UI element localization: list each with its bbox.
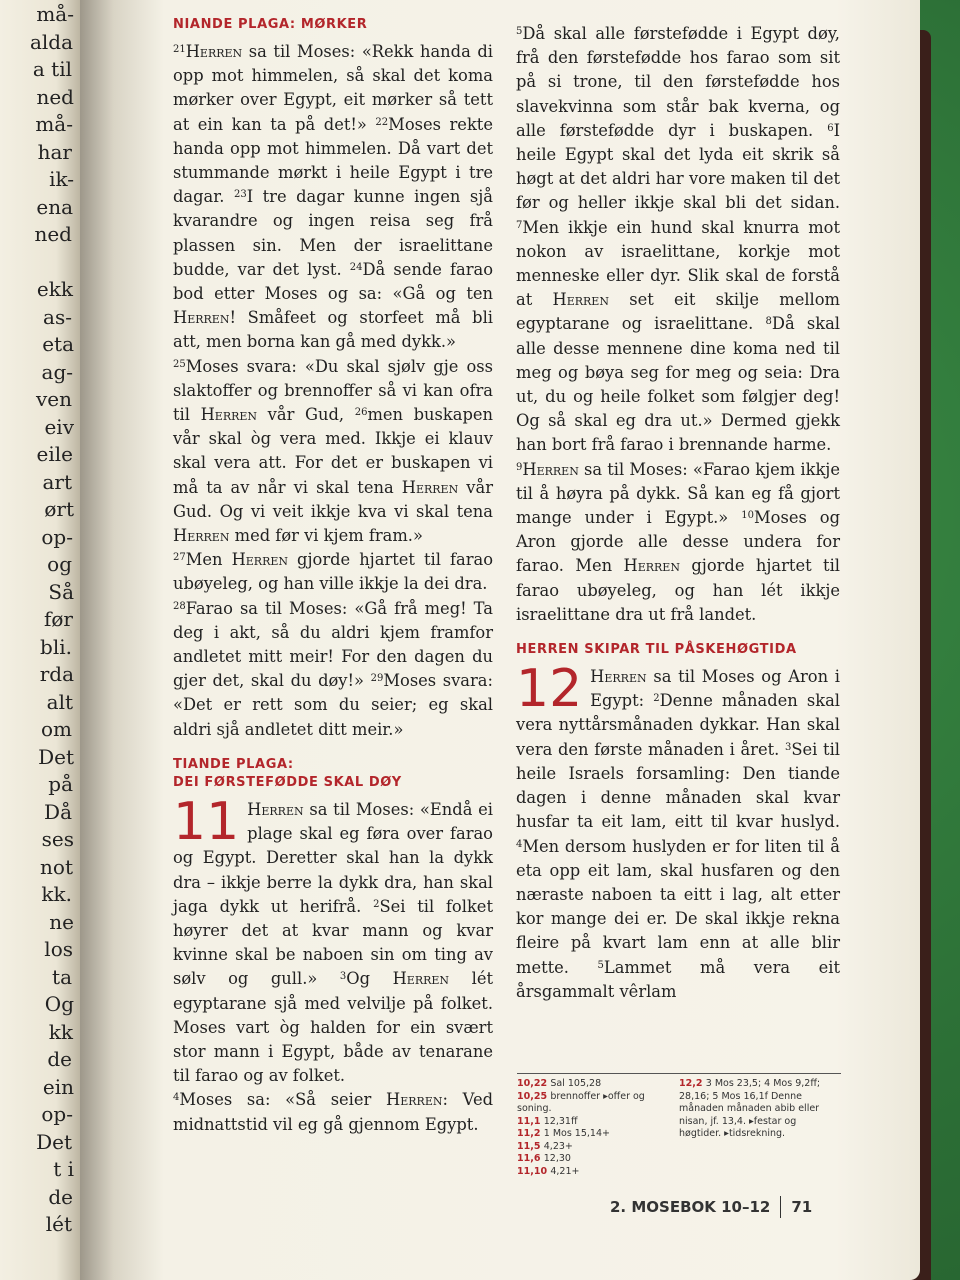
verse-text: Då skal alle førstefødde i Egypt døy, frå den førstefødde hos farao som sit på si trone, til den førstefødde hos slavekvinna som står bak kverna, og alle førstefødde dyr i buskapen. — [516, 24, 840, 140]
left-page-word: rda — [39, 662, 74, 686]
footnote — [517, 1153, 673, 1166]
footnote — [517, 1116, 673, 1129]
verse-text: Herren sa til Moses: «Rekk handa di opp mot himmelen, så skal det koma mørker over Egypt, eit mørker så tett at ein kan ta på det!» — [173, 42, 493, 134]
left-page-word: og — [47, 552, 72, 576]
left-page-word: ein — [42, 1074, 74, 1099]
heading-line-2: DEI FØRSTEFØDDE SKAL DØY — [173, 774, 402, 790]
footnote — [517, 1091, 673, 1116]
lord-name: Herren — [247, 799, 304, 819]
bible-page — [80, 0, 920, 1280]
verse-text: I tre dagar kunne ingen sjå kvarandre og ingen reisa seg frå plassen sin. Men der israelittane budde, var det lyst. — [173, 187, 493, 279]
left-page-word: Det — [38, 744, 74, 769]
left-page-word: de — [48, 1184, 73, 1209]
verse-text: I heile Egypt skal det lyda eit skrik så høgt at det aldri har vore maken til det før og heller ikkje skal bli det sidan. — [516, 120, 840, 213]
verse-text: Moses svara: «Du skal sjølv gje oss slaktoffer og brennoffer så vi kan ofra til Herren vår Gud, — [173, 356, 493, 425]
left-page-word: as- — [43, 304, 72, 329]
left-page-word: ta — [52, 964, 72, 989]
footnote-text: brennoffer ▸offer og soning. — [517, 1090, 645, 1114]
left-page-word: før — [43, 607, 73, 631]
footnote-text: 4,21+ — [550, 1165, 580, 1177]
verse-text: Moses og Aron gjorde alle desse undera for farao. Men Herren gjorde hjartet til farao ubøyeleg, og han lét ikkje israelittane dra ut frå landet. — [516, 508, 841, 624]
running-title: 2. MOSEBOK 10–12 — [610, 1198, 771, 1216]
paragraph — [516, 458, 840, 627]
verse — [516, 837, 840, 977]
left-page-word: ses — [41, 827, 74, 851]
left-page-word: ned — [36, 84, 74, 109]
footnote — [517, 1078, 673, 1091]
paragraph — [173, 355, 493, 549]
footnote-text: Sal 105,28 — [550, 1078, 602, 1089]
left-page-word: Då — [44, 799, 72, 824]
footnote-ref: 11,10 — [517, 1165, 551, 1177]
left-page-word: eile — [36, 442, 73, 466]
footnote-text: 12,30 — [543, 1153, 571, 1164]
verse-text: Sei til heile Israels forsamling: Den tiande dagen i denne månaden skal kvar husfar ta eit lam, eitt til kvar huslyd. — [516, 739, 840, 832]
verse-number: 22 — [375, 116, 389, 128]
left-page-word: ørt — [44, 497, 74, 521]
verse-text: Men ikkje ein hund skal knurra mot nokon av israelittane, korkje mot menneske eller dyr. Slik skal de forstå at Herren set eit skilje mellom egyptarane og israelittane. — [516, 217, 840, 334]
verse-text: Men Herren gjorde hjartet til farao ubøyeleg, og han ville ikkje la dei dra. — [173, 550, 493, 594]
verse-text: Då sende farao bod etter Moses og sa: «Gå og ten Herren! Småfeet og storfeet må bli att, men borna kan gå med dykk.» — [173, 259, 494, 352]
verse-number: 25 — [173, 358, 186, 370]
left-page-word: de — [47, 1047, 72, 1071]
verse-text: Moses sa: «Så seier Herren: Ved midnattstid vil eg gå gjennom Egypt. — [173, 1090, 493, 1134]
heading-line-1: TIANDE PLAGA: — [173, 756, 294, 772]
verse-number: 2 — [373, 898, 380, 910]
lord-name: Herren — [623, 556, 680, 576]
left-page-word: not — [40, 854, 73, 879]
left-page-word: ik- — [49, 167, 74, 191]
verse-number: 2 — [653, 693, 660, 705]
left-page-fragment — [0, 0, 80, 1280]
left-page-word: har — [37, 139, 72, 164]
paragraph — [173, 1088, 493, 1136]
verse — [173, 405, 493, 545]
verse-text: men buskapen vår skal òg vera med. Ikkje ei klauv skal vera att. For det er buskapen vi må ta av når vi skal tena Herren vår Gud. Og vi veit ikkje kva vi skal tena Herren med før vi kjem fram.» — [173, 405, 493, 546]
lord-name: Herren — [173, 308, 230, 328]
lord-name: Herren — [185, 42, 243, 61]
left-page-word: art — [42, 469, 72, 494]
left-page-word: alt — [46, 689, 73, 714]
lord-name: Herren — [552, 290, 609, 310]
verse-text: Moses rekte handa opp mot himmelen. Då vart det stummande mørkt i heile Egypt i tre dagar. — [173, 114, 493, 207]
verse-number: 26 — [354, 407, 368, 419]
footnote-text: 4,23+ — [543, 1140, 573, 1152]
footnote-text: 12,31ff — [543, 1115, 578, 1127]
left-page-word: må- — [35, 112, 73, 136]
verse-number: 29 — [370, 673, 384, 685]
verse — [173, 550, 493, 593]
left-page-word: kk — [48, 1019, 73, 1044]
lord-name: Herren — [590, 667, 647, 687]
section-heading-tenth-plague — [173, 756, 493, 792]
footnote — [517, 1128, 673, 1141]
footnote-ref: 11,1 — [517, 1115, 544, 1127]
footnote — [679, 1078, 835, 1141]
left-page-word: på — [48, 772, 73, 796]
footnote-ref: 11,5 — [517, 1140, 544, 1152]
footnote — [517, 1141, 673, 1154]
footnotes-left — [517, 1078, 679, 1178]
column-left — [173, 16, 493, 1137]
footnote — [517, 1166, 673, 1179]
lord-name: Herren — [231, 550, 289, 570]
verse-number: 7 — [516, 219, 523, 231]
verse-text: Farao sa til Moses: «Gå frå meg! Ta deg i akt, så du aldri kjem framfor andletet mitt meir! For den dagen du gjer det, skal du døy!» — [173, 598, 493, 691]
verse-text: Herren sa til Moses og Aron i Egypt: — [590, 667, 840, 711]
verse — [173, 1090, 493, 1133]
verse-number: 23 — [233, 189, 247, 201]
verse-number: 5 — [597, 959, 604, 971]
footnotes — [517, 1073, 841, 1178]
verse-text: Lammet må vera eit årsgammalt vêrlam — [516, 957, 840, 1001]
left-page-word: bli. — [40, 634, 72, 659]
verse-text: Herren sa til Moses: «Farao kjem ikkje til å høyra på dykk. Så kan eg få gjort mange under i Egypt.» — [516, 459, 840, 528]
verses — [516, 659, 840, 1001]
footnote-ref: 11,6 — [517, 1153, 544, 1164]
page-footer — [610, 1196, 812, 1218]
verse-number: 21 — [173, 44, 186, 55]
verse-text: Herren sa til Moses: «Endå ei plage skal eg føra over farao og Egypt. Deretter skal han la dykk dra – ikkje berre la dykk dra, han skal jaga dykk ut herifrå. — [173, 799, 493, 916]
paragraph — [516, 22, 840, 458]
footnotes-right — [679, 1078, 841, 1178]
left-page-word: los — [44, 937, 73, 961]
verse-number: 8 — [765, 316, 772, 328]
left-page-word: ag- — [41, 359, 73, 384]
verse-number: 3 — [784, 741, 792, 753]
verse — [516, 24, 840, 140]
left-page-word: op- — [41, 524, 73, 549]
footnote-ref: 12,2 — [679, 1078, 706, 1089]
left-page-word: kk. — [41, 882, 72, 906]
column-right — [516, 22, 840, 1004]
left-page-word: a til — [32, 57, 72, 81]
verse-number: 5 — [516, 26, 523, 37]
verse-number: 3 — [339, 971, 347, 983]
left-page-word: Det — [36, 1129, 72, 1154]
section-heading-ninth-plague: NIANDE PLAGA: MØRKER — [173, 17, 368, 32]
footnote-text: 3 Mos 23,5; 4 Mos 9,2ff; 28,16; 5 Mos 16,1f Denne månaden månaden abib eller nisan, jf. 13,4. ▸festar og høgtider. ▸tidsrekning. — [679, 1078, 821, 1139]
left-page-word: eiv — [44, 414, 74, 439]
chapter-number: 11 — [173, 791, 240, 852]
left-page-word: alda — [29, 29, 73, 54]
left-page-word: t i — [53, 1157, 74, 1181]
verse-number: 9 — [516, 461, 523, 473]
paragraph — [173, 548, 493, 596]
paragraph-chapter-12 — [516, 659, 840, 1004]
verse-number: 10 — [741, 510, 754, 522]
left-page-word: eta — [42, 332, 74, 356]
footer-divider — [780, 1196, 781, 1218]
verse-text: Moses svara: «Det er rett som du seier; eg skal aldri sjå andletet ditt meir.» — [173, 671, 493, 739]
verse-number: 6 — [827, 122, 834, 134]
footnote-ref: 10,22 — [517, 1078, 551, 1089]
verse-text: Men dersom huslyden er for liten til å eta opp eit lam, skal husfaren og den næraste naboen ta eitt i lag, alt etter kor mange dei er. De skal ikkje rekna fleire på kvart lam enn at alle blir mette. — [516, 836, 840, 977]
footnote-ref: 10,25 — [517, 1090, 551, 1102]
left-page-word: ven — [35, 387, 72, 411]
page-number: 71 — [791, 1198, 813, 1216]
left-page-word: må- — [36, 2, 74, 26]
lord-name: Herren — [401, 477, 459, 497]
lord-name: Herren — [173, 526, 230, 546]
verse-number: 28 — [173, 600, 186, 612]
lord-name: Herren — [522, 459, 579, 479]
left-page-word: om — [40, 717, 72, 741]
footnote-text: 1 Mos 15,14+ — [543, 1128, 610, 1139]
paragraph — [173, 40, 493, 355]
lord-name: Herren — [200, 405, 258, 425]
section-heading-passover: HERREN SKIPAR TIL PÅSKEHØGTIDA — [516, 642, 797, 658]
paragraph-chapter-11 — [173, 791, 493, 1088]
verse-number: 24 — [349, 261, 363, 273]
left-page-word: Og — [44, 992, 74, 1016]
lord-name: Herren — [392, 969, 450, 989]
verse-number: 4 — [516, 838, 523, 850]
left-page-word: ena — [36, 194, 73, 219]
verse-number: 27 — [173, 552, 186, 564]
left-page-word: ne — [49, 909, 74, 934]
verse-text: Denne månaden skal vera nyttårsmånaden dykkar. Han skal vera den første månaden i året. — [516, 691, 840, 759]
footnote-ref: 11,2 — [517, 1128, 544, 1139]
left-page-word: ekk — [36, 277, 73, 301]
chapter-number: 12 — [516, 659, 583, 720]
lord-name: Herren — [386, 1090, 443, 1110]
verse-text: Då skal alle desse mennene dine koma ned til meg og bøya seg for meg og seia: Dra ut, du og heile folket som følgjer deg! Og så skal eg dra ut.» Dermed gjekk han bort frå farao i brennande harme. — [516, 314, 840, 455]
left-page-word: ned — [34, 222, 72, 246]
verse — [516, 314, 840, 454]
left-page-word: op- — [41, 1102, 73, 1126]
verse-text: Sei til folket høyrer det at kvar mann og kvar kvinne skal be naboen sin om ting av sølv og gull.» — [173, 896, 493, 989]
left-page-word: Så — [48, 579, 74, 604]
paragraph — [173, 597, 493, 742]
verse-number: 4 — [173, 1092, 180, 1104]
left-page-word: lét — [45, 1212, 72, 1236]
verse-text: Og Herren lét egyptarane sjå med velvilje på folket. Moses vart òg halden for ein svært stor mann i Egypt, både av tenarane til farao og av folket. — [173, 969, 493, 1086]
